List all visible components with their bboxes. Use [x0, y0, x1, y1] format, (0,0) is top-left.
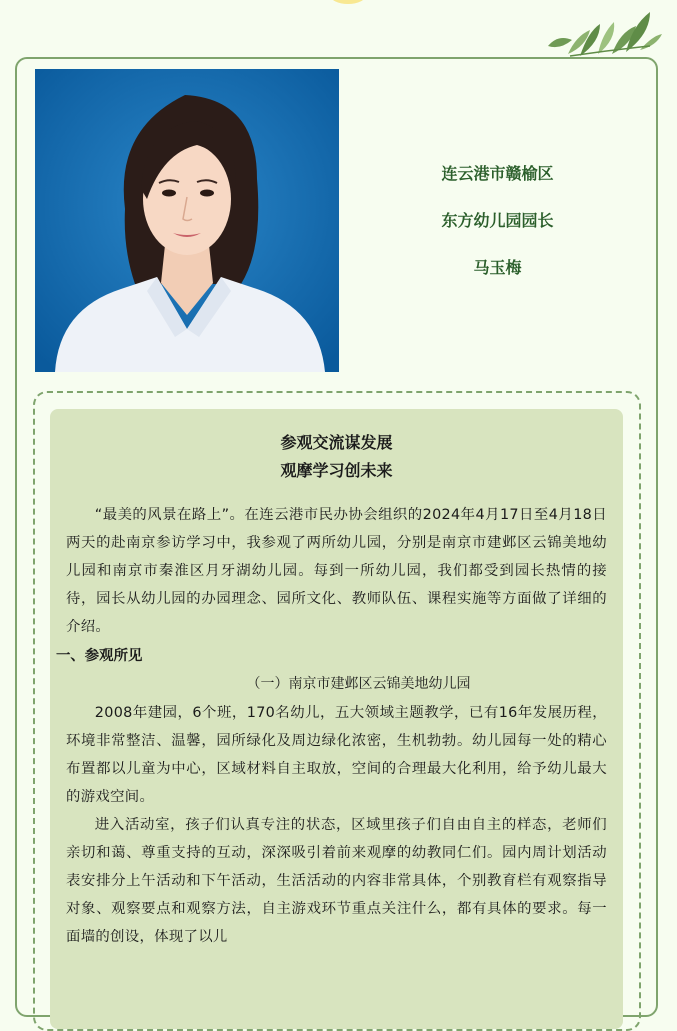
profile-region: 连云港市赣榆区: [441, 164, 554, 183]
paragraph-activity-room: 进入活动室，孩子们认真专注的状态，区域里孩子们自由自主的样态，老师们亲切和蔼、尊重支持的互动，深深吸引着前来观摩的幼教同仁们。园内周计划活动表安排分上午活动和下午活动，生活活动的内容非常具体，个别教育栏有观察指导对象、观察要点和观察方法，自主游戏环节重点关注什么，都有具体的要求。每一面墙的创设，体现了以儿: [66, 817, 607, 945]
article-title-line1: 参观交流谋发展: [280, 433, 393, 452]
profile-position: 东方幼儿园园长: [441, 211, 554, 230]
profile-intro: [400, 160, 595, 301]
paragraph-kindergarten-overview: 2008年建园，6个班，170名幼儿，五大领域主题教学，已有16年发展历程，环境非常整洁、温馨，园所绿化及周边绿化浓密，生机勃勃。幼儿园每一处的精心布置都以儿童为中心，区域材料自主取放，空间的合理最大化利用，给予幼儿最大的游戏空间。: [66, 705, 607, 805]
article-body: [50, 409, 623, 1029]
section-heading: 一、参观所见: [56, 648, 143, 664]
paragraph-intro: “最美的风景在路上”。在连云港市民办协会组织的2024年4月17日至4月18日两天的赴南京参访学习中，我参观了两所幼儿园，分别是南京市建邺区云锦美地幼儿园和南京市秦淮区月牙湖幼儿园。每到一所幼儿园，我们都受到园长热情的接待，园长从幼儿园的办园理念、园所文化、教师队伍、课程实施等方面做了详细的介绍。: [66, 507, 607, 635]
section-subheading: （一）南京市建邺区云锦美地幼儿园: [246, 676, 471, 692]
portrait-illustration: [35, 69, 339, 372]
leaves-icon: [540, 6, 665, 58]
portrait-photo: [35, 69, 339, 372]
sun-decoration: [330, 0, 366, 4]
article-title: [66, 429, 607, 485]
profile-name: 马玉梅: [473, 258, 522, 277]
article-title-line2: 观摩学习创未来: [280, 461, 393, 480]
